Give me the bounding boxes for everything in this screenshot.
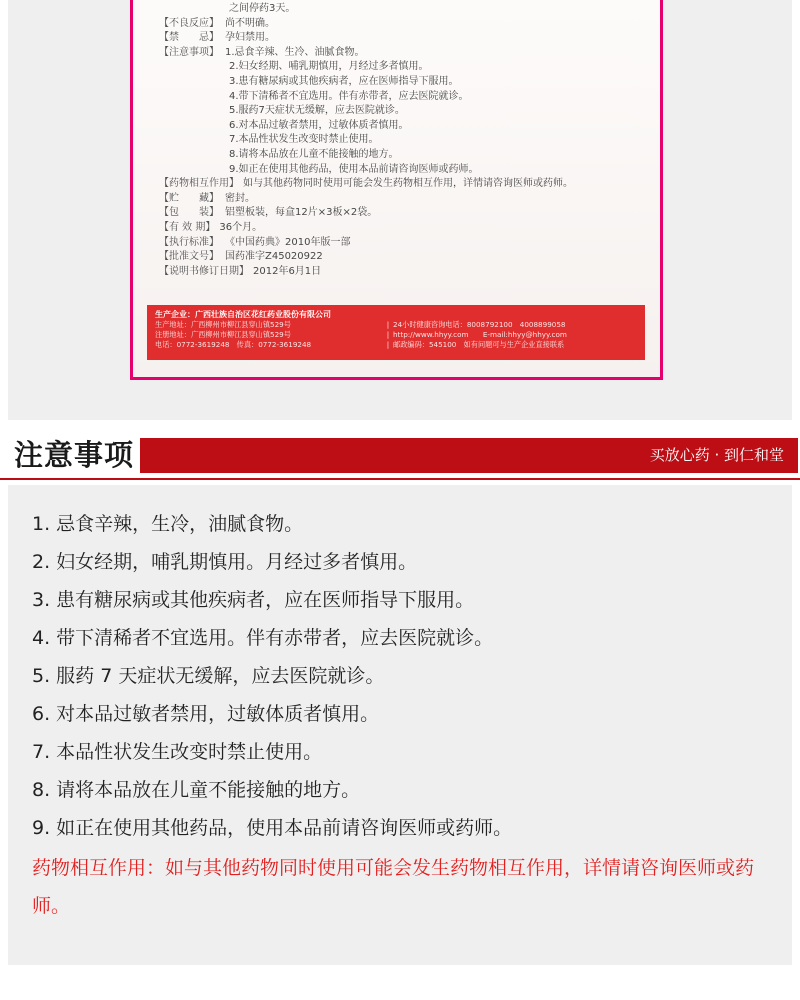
- manufacturer-row: [155, 330, 637, 340]
- header-slogan: 买放心药 · 到仁和堂: [649, 446, 784, 464]
- manufacturer-row-left: 电话：0772-3619248 传真：0772-3619248: [155, 340, 312, 349]
- leaflet-line: [159, 236, 649, 251]
- leaflet-line: [159, 75, 649, 90]
- leaflet-line-text: 2.妇女经期、哺乳期慎用，月经过多者慎用。: [229, 61, 429, 73]
- interaction-note: 药物相互作用：如与其他药物同时使用可能会发生药物相互作用，详情请咨询医师或药师。: [32, 857, 755, 917]
- leaflet-line: [159, 104, 649, 119]
- header-underline: [0, 478, 800, 480]
- precaution-item: 1. 忌食辛辣，生冷，油腻食物。: [32, 513, 304, 535]
- leaflet-line: [159, 250, 649, 265]
- leaflet-line: [159, 60, 649, 75]
- manufacturer-title: 生产企业：广西壮族自治区花红药业股份有限公司: [155, 310, 331, 319]
- leaflet-line-text: 《中国药典》2010年版一部: [225, 236, 351, 248]
- leaflet-line-text: 1.忌食辛辣、生冷、油腻食物。: [225, 46, 365, 58]
- precaution-item: 7. 本品性状发生改变时禁止使用。: [32, 741, 323, 763]
- leaflet-line: [159, 17, 649, 32]
- leaflet-line: [159, 2, 649, 17]
- leaflet-line-label: 【执行标准】: [159, 236, 219, 248]
- leaflet-line-label: 【禁 忌】: [159, 32, 219, 44]
- manufacturer-row-right: 24小时健康咨询电话：8008792100 4008899058: [393, 320, 566, 329]
- leaflet-line: [159, 265, 649, 280]
- leaflet-line: [159, 163, 649, 178]
- leaflet-line-label: 【包 装】: [159, 207, 219, 219]
- manufacturer-row-divider: |: [386, 340, 390, 349]
- manufacturer-row-left: 生产地址：广西柳州市柳江县穿山镇529号: [155, 320, 291, 329]
- leaflet-line-text: 国药准字Z45020922: [225, 251, 323, 263]
- leaflet-line-text: 36个月。: [219, 221, 263, 233]
- leaflet-text: [159, 2, 649, 279]
- precaution-item: 9. 如正在使用其他药品，使用本品前请咨询医师或药师。: [32, 817, 513, 839]
- header-red-bar: [138, 438, 798, 473]
- leaflet-line-text: 9.如正在使用其他药品，使用本品前请咨询医师或药师。: [229, 163, 479, 175]
- package-leaflet: [130, 0, 663, 380]
- leaflet-line-text: 7.本品性状发生改变时禁止使用。: [229, 134, 379, 146]
- leaflet-line-text: 4.带下清稀者不宜选用。伴有赤带者，应去医院就诊。: [229, 90, 469, 102]
- leaflet-line-text: 铝塑板装，每盒12片×3板×2袋。: [225, 207, 378, 219]
- leaflet-line-label: 【注意事项】: [159, 46, 219, 58]
- leaflet-line-text: 之间停药3天。: [229, 3, 296, 14]
- leaflet-line-text: 孕妇禁用。: [225, 32, 275, 44]
- leaflet-line: [159, 192, 649, 207]
- manufacturer-row-right: 邮政编码：545100 如有问题可与生产企业直接联系: [393, 340, 565, 349]
- section-title: 注意事项: [14, 437, 140, 473]
- precautions-panel: [8, 485, 792, 965]
- precaution-item: 5. 服药 7 天症状无缓解，应去医院就诊。: [32, 665, 385, 687]
- leaflet-line: [159, 206, 649, 221]
- leaflet-line-label: 【有 效 期】: [159, 221, 216, 233]
- manufacturer-row: [155, 320, 637, 330]
- precautions-list: [32, 505, 788, 925]
- leaflet-line-text: 尚不明确。: [225, 17, 275, 29]
- leaflet-line-text: 8.请将本品放在儿童不能接触的地方。: [229, 148, 399, 160]
- leaflet-line-text: 6.对本品过敏者禁用，过敏体质者慎用。: [229, 119, 409, 131]
- leaflet-line-text: 5.服药7天症状无缓解，应去医院就诊。: [229, 105, 405, 117]
- manufacturer-row-left: 注册地址：广西柳州市柳江县穿山镇529号: [155, 330, 291, 339]
- leaflet-line: [159, 90, 649, 105]
- precaution-item: 3. 患有糖尿病或其他疾病者，应在医师指导下服用。: [32, 589, 475, 611]
- leaflet-line: [159, 221, 649, 236]
- leaflet-line: [159, 31, 649, 46]
- leaflet-photo-area: [8, 0, 792, 420]
- manufacturer-row: [155, 340, 637, 350]
- manufacturer-row-divider: |: [386, 320, 390, 329]
- leaflet-line: [159, 119, 649, 134]
- precaution-item: 4. 带下清稀者不宜选用。伴有赤带者，应去医院就诊。: [32, 627, 494, 649]
- leaflet-line-label: 【不良反应】: [159, 17, 219, 29]
- leaflet-line: [159, 46, 649, 61]
- leaflet-line: [159, 148, 649, 163]
- section-header: [8, 437, 798, 477]
- leaflet-line-label: 【说明书修订日期】: [159, 265, 249, 277]
- leaflet-line-label: 【贮 藏】: [159, 192, 219, 204]
- leaflet-line: [159, 133, 649, 148]
- leaflet-line-text: 3.患有糖尿病或其他疾病者，应在医师指导下服用。: [229, 75, 459, 87]
- manufacturer-row-right: http://www.hhyy.com E-mail:hhyy@hhyy.com: [393, 330, 567, 339]
- precaution-item: 8. 请将本品放在儿童不能接触的地方。: [32, 779, 361, 801]
- precaution-item: 2. 妇女经期，哺乳期慎用。月经过多者慎用。: [32, 551, 418, 573]
- manufacturer-rows: [155, 320, 637, 350]
- leaflet-line-label: 【批准文号】: [159, 251, 219, 263]
- leaflet-line: [159, 177, 649, 192]
- leaflet-line-text: 密封。: [225, 192, 255, 204]
- leaflet-line-text: 如与其他药物同时使用可能会发生药物相互作用，详情请咨询医师或药师。: [243, 178, 573, 190]
- leaflet-line-text: 2012年6月1日: [253, 265, 322, 277]
- manufacturer-box: [147, 305, 645, 360]
- leaflet-line-label: 【药物相互作用】: [159, 178, 239, 190]
- manufacturer-row-divider: |: [386, 330, 390, 339]
- precaution-item: 6. 对本品过敏者禁用，过敏体质者慎用。: [32, 703, 380, 725]
